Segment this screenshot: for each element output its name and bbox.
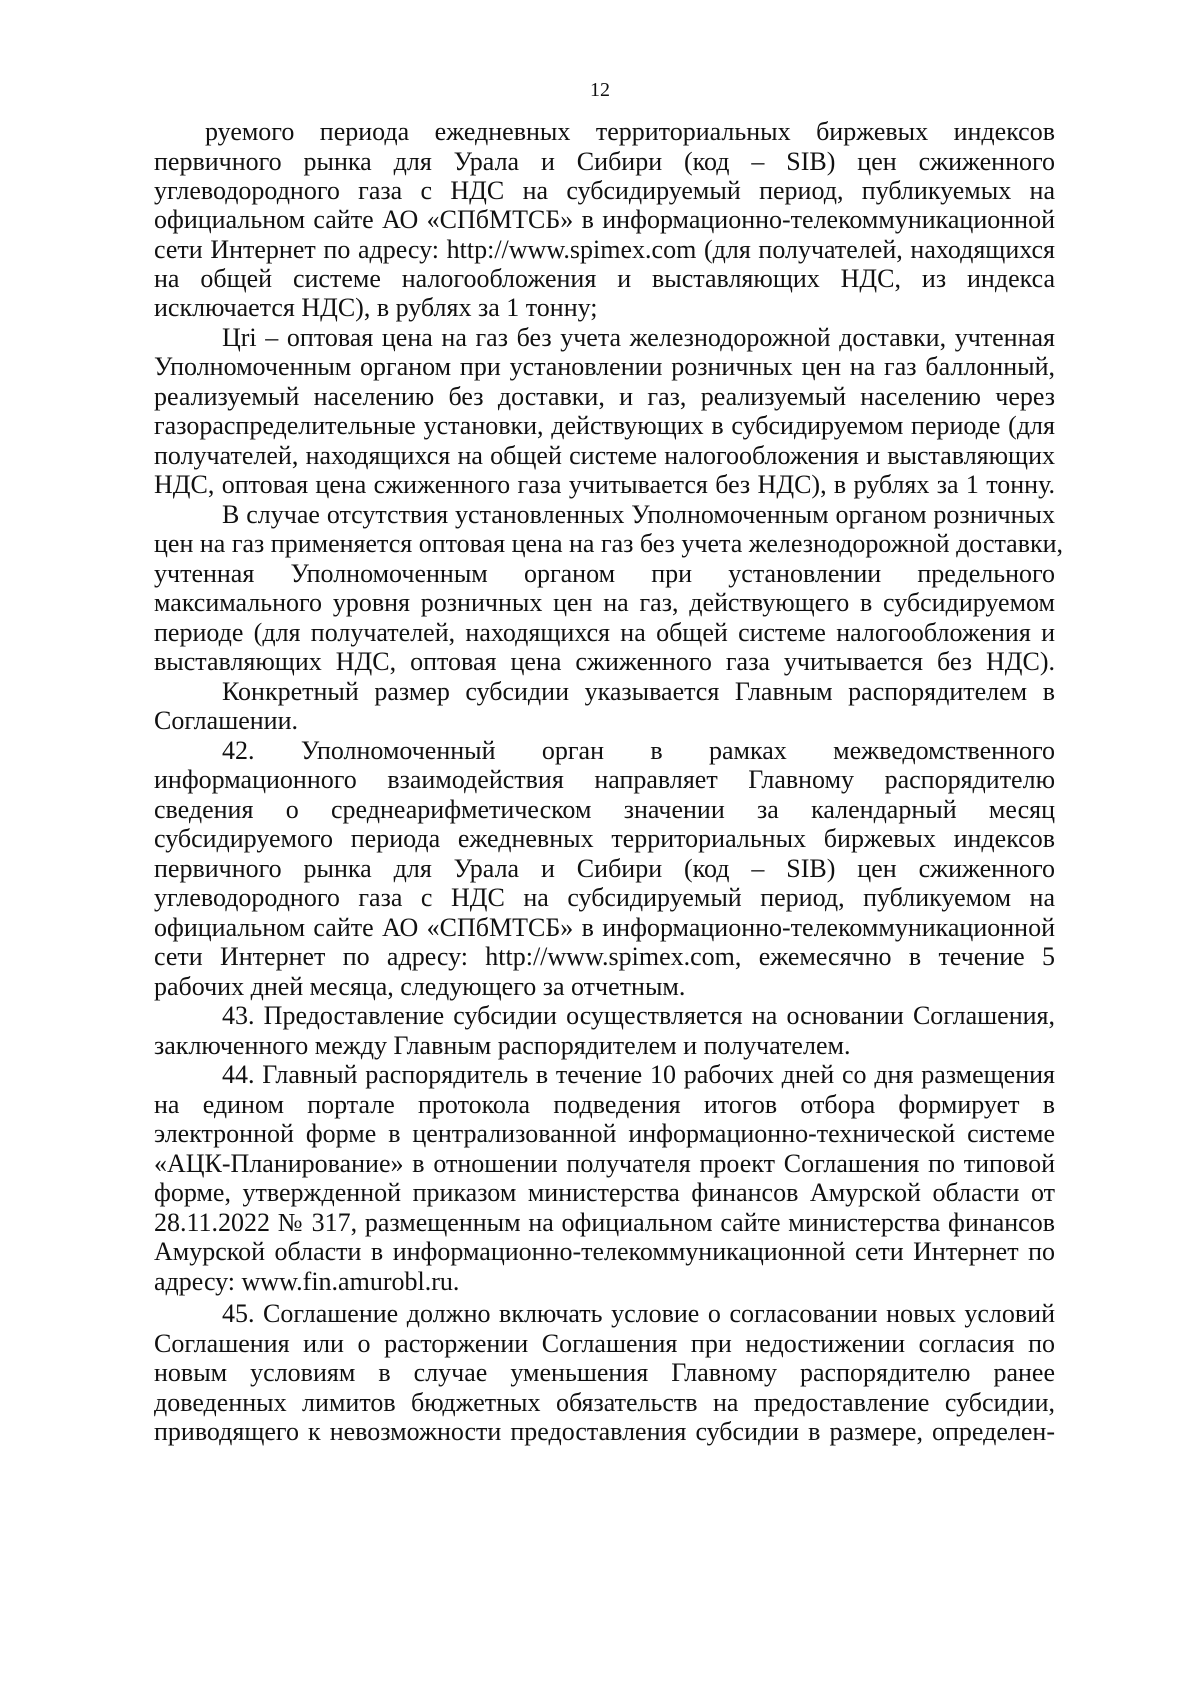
text-line: адресу: www.fin.amurobl.ru. — [154, 1267, 460, 1296]
text-line: 28.11.2022 № 317, размещенным на официальном сайте министерства финансов — [154, 1208, 1055, 1237]
text-line: цен на газ применяется оптовая цена на газ без учета железнодорожной доставки, — [154, 529, 1064, 558]
text-line: Цri – оптовая цена на газ без учета железнодорожной доставки, учтенная — [222, 323, 1055, 352]
text-line: исключается НДС), в рублях за 1 тонну; — [154, 293, 598, 322]
text-line: НДС, оптовая цена сжиженного газа учитывается без НДС), в рублях за 1 тонну. — [154, 470, 1055, 499]
text-line: информационного взаимодействия направляет Главному распорядителю — [154, 765, 1055, 794]
text-line: В случае отсутствия установленных Уполномоченным органом розничных — [222, 500, 1055, 529]
text-line: реализуемый населению без доставки, и газ, реализуемый населению через — [154, 382, 1055, 411]
text-line: 43. Предоставление субсидии осуществляется на основании Соглашения, — [222, 1001, 1055, 1030]
text-line: Амурской области в информационно-телекоммуникационной сети Интернет по — [154, 1237, 1055, 1266]
text-line: Конкретный размер субсидии указывается Главным распорядителем в — [222, 677, 1055, 706]
text-line: «АЦК-Планирование» в отношении получателя проект Соглашения по типовой — [154, 1149, 1055, 1178]
text-line: углеводородного газа с НДС на субсидируемый период, публикуемом на — [154, 883, 1055, 912]
text-line: 45. Соглашение должно включать условие о согласовании новых условий — [222, 1299, 1055, 1328]
text-line: сети Интернет по адресу: http://www.spimex.com, ежемесячно в течение 5 — [154, 942, 1055, 971]
text-line: на общей системе налогообложения и выставляющих НДС, из индекса — [154, 264, 1055, 293]
text-line: рабочих дней месяца, следующего за отчетным. — [154, 972, 686, 1001]
text-line: получателей, находящихся на общей системе налогообложения и выставляющих — [154, 441, 1055, 470]
page-number: 12 — [590, 79, 610, 101]
text-line: официальном сайте АО «СПбМТСБ» в информационно-телекоммуникационной — [154, 913, 1055, 942]
text-line: приводящего к невозможности предоставления субсидии в размере, определен- — [154, 1417, 1055, 1446]
text-line: максимального уровня розничных цен на газ, действующего в субсидируемом — [154, 588, 1055, 617]
text-line: сведения о среднеарифметическом значении за календарный месяц — [154, 795, 1055, 824]
text-line: электронной форме в централизованной информационно-технической системе — [154, 1119, 1055, 1148]
text-line: новым условиям в случае уменьшения Главному распорядителю ранее — [154, 1358, 1055, 1387]
text-line: доведенных лимитов бюджетных обязательств на предоставление субсидии, — [154, 1388, 1055, 1417]
text-line: субсидируемого периода ежедневных территориальных биржевых индексов — [154, 824, 1055, 853]
text-line: Уполномоченным органом при установлении розничных цен на газ баллонный, — [154, 352, 1055, 381]
text-line: форме, утвержденной приказом министерства финансов Амурской области от — [154, 1178, 1055, 1207]
text-line: официальном сайте АО «СПбМТСБ» в информационно-телекоммуникационной — [154, 205, 1055, 234]
text-line: периоде (для получателей, находящихся на общей системе налогообложения и — [154, 618, 1055, 647]
text-line: газораспределительные установки, действующих в субсидируемом периоде (для — [154, 411, 1055, 440]
text-line: первичного рынка для Урала и Сибири (код – SIB) цен сжиженного — [154, 854, 1055, 883]
text-line: на едином портале протокола подведения итогов отбора формирует в — [154, 1090, 1055, 1119]
text-line: углеводородного газа с НДС на субсидируемый период, публикуемых на — [154, 176, 1055, 205]
text-line: первичного рынка для Урала и Сибири (код – SIB) цен сжиженного — [154, 147, 1055, 176]
text-line: 42. Уполномоченный орган в рамках межведомственного — [222, 736, 1055, 765]
text-line: 44. Главный распорядитель в течение 10 рабочих дней со дня размещения — [222, 1060, 1055, 1089]
text-line: учтенная Уполномоченным органом при установлении предельного — [154, 559, 1055, 588]
text-line: руемого периода ежедневных территориальных биржевых индексов — [205, 117, 1055, 146]
text-line: Соглашении. — [154, 706, 299, 735]
text-line: заключенного между Главным распорядителем и получателем. — [154, 1031, 851, 1060]
text-line: выставляющих НДС, оптовая цена сжиженного газа учитывается без НДС). — [154, 647, 1055, 676]
text-line: сети Интернет по адресу: http://www.spimex.com (для получателей, находящихся — [154, 235, 1055, 264]
text-line: Соглашения или о расторжении Соглашения при недостижении согласия по — [154, 1329, 1055, 1358]
